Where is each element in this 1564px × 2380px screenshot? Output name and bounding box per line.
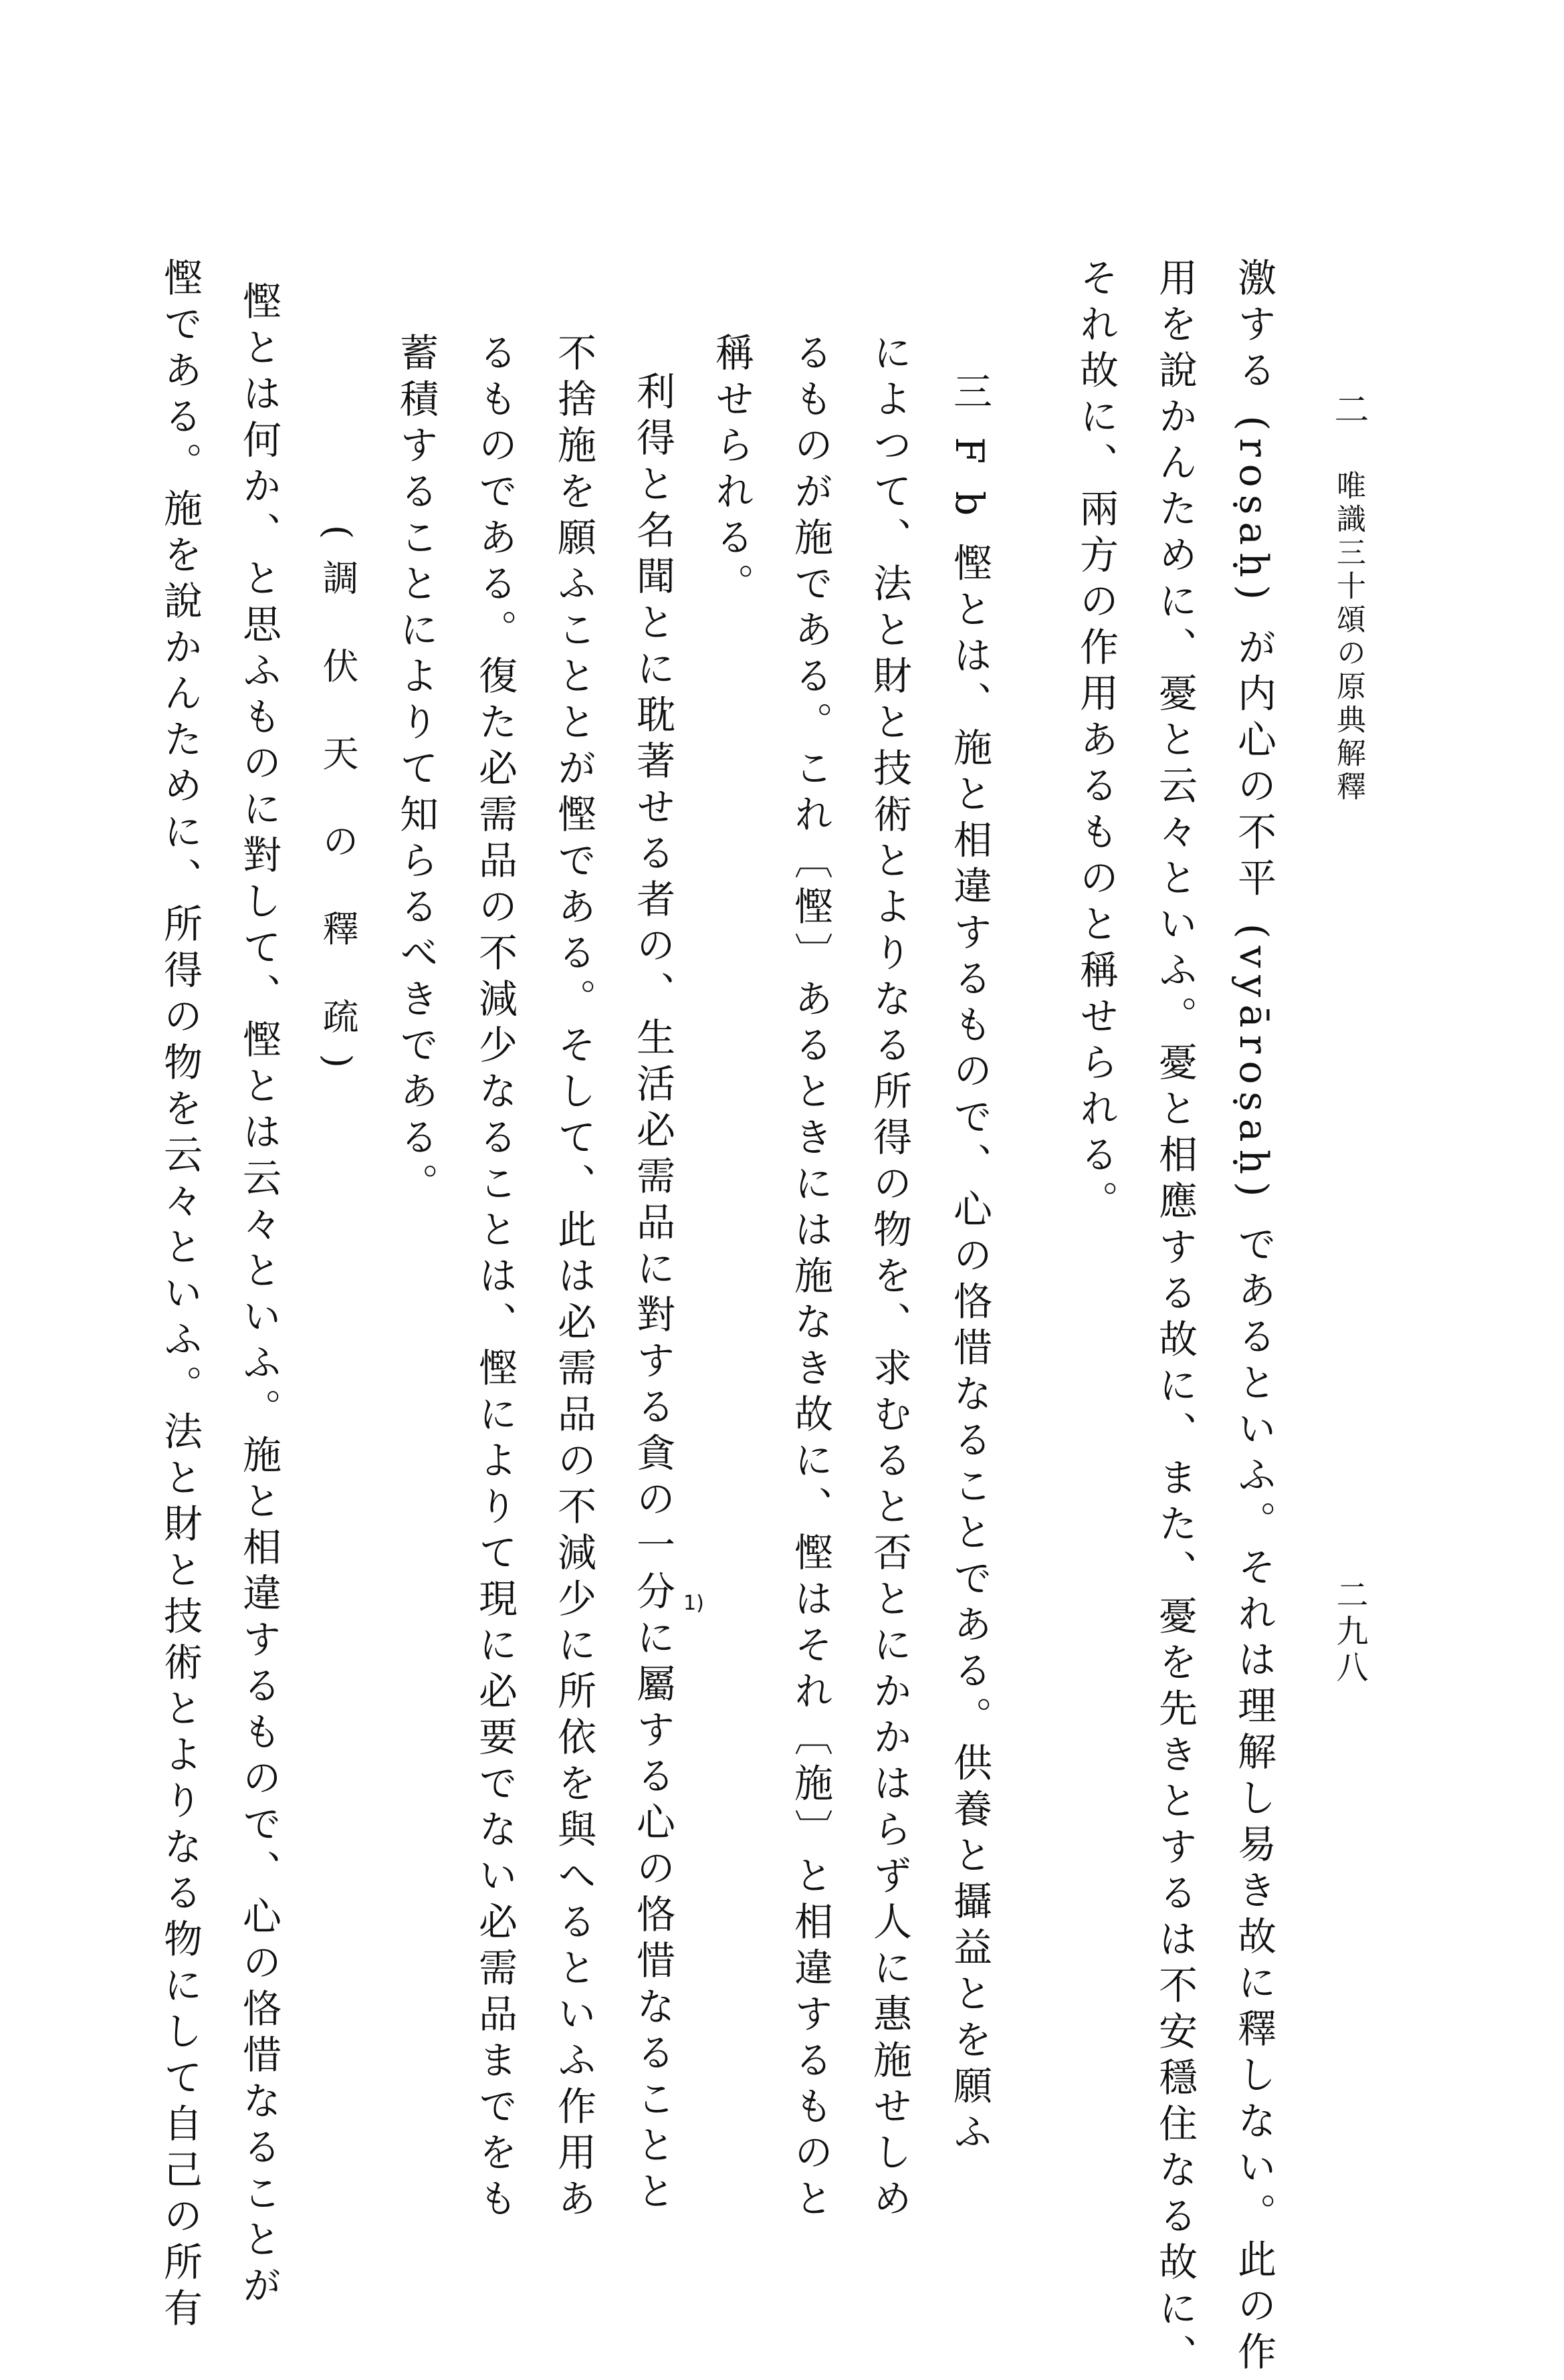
text-column-8: 利得と名聞とに耽著せる者の、生活必需品に對する貪の一分に屬する心の恪惜なることと <box>630 371 675 2217</box>
text-column-6: るものが施である。これ〔慳〕あるときには施なき故に、慳はそれ〔施〕と相違するものと <box>788 332 833 2224</box>
text-column-7: 稱せられる。 <box>709 332 754 609</box>
text-column-2: 用を說かんために、憂と云々といふ。憂と相應する故に、また、憂を先きとするは不安穩住なる故に、 <box>1152 257 1198 2380</box>
text-column-11: 蓄積することによりて知らるべきである。 <box>393 332 439 1209</box>
text-column-5: によつて、法と財と技術とよりなる所得の物を、求むると否とにかかはらず人に惠施せしめ <box>867 332 912 2224</box>
section-subheading: (調 伏 天 の 釋 疏) <box>317 525 359 1088</box>
text-column-9: 不捨施を願ふこととが慳である。そして、此は必需品の不減少に所依を與へるといふ作用あ <box>551 332 596 2224</box>
running-head-title: 唯識三十頌の原典解釋 <box>1331 470 1365 804</box>
text-column-4: 三 F b 慳とは、施と相違するもので、心の恪惜なることである。供養と攝益とを願ふ <box>947 371 992 2158</box>
text-column-13: 慳である。施を說かんために、所得の物を云々といふ。法と財と技術とよりなる物にして自己の所有 <box>157 257 203 2334</box>
page-number: 二九八 <box>1331 1578 1368 1687</box>
text-column-3: それ故に、兩方の作用あるものと稱せられる。 <box>1073 257 1119 1226</box>
running-head <box>1328 391 1368 804</box>
text-column-10: るものである。復た必需品の不減少なることは、慳によりて現に必要でない必需品までをも <box>472 332 518 2224</box>
footnote-reference: 1) <box>683 1592 704 1615</box>
chapter-number: 二 <box>1328 391 1368 430</box>
text-column-12: 慳とは何か、と思ふものに對して、慳とは云々といふ。施と相違するもので、心の恪惜なることが <box>236 281 282 2311</box>
text-column-1: 激する (roṣaḥ) が内心の不平 (vyāroṣaḥ) であるといふ。それは理解し易き故に釋しない。此の作 <box>1231 257 1276 2378</box>
